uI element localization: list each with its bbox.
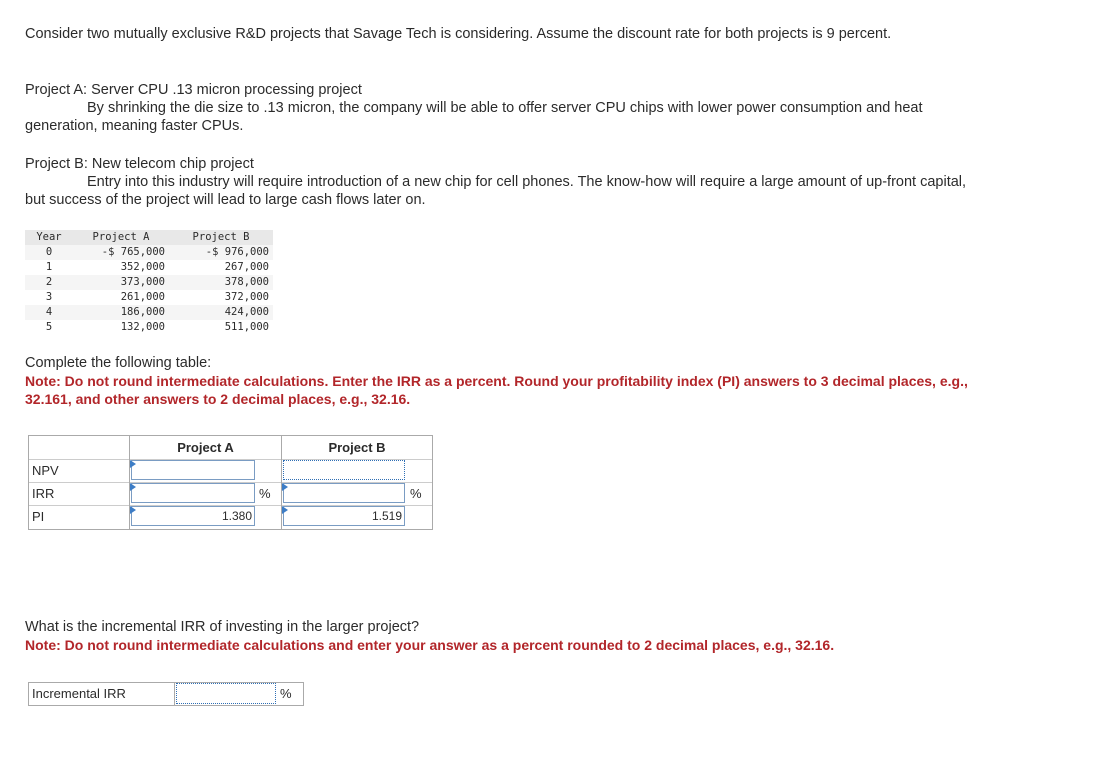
irr-project-a-input[interactable] bbox=[131, 483, 255, 503]
year-cell: 4 bbox=[25, 305, 73, 320]
project-b-cell: 267,000 bbox=[224, 261, 269, 273]
input-marker-icon bbox=[130, 483, 136, 491]
irr-a-percent-sign: % bbox=[259, 486, 271, 501]
incremental-irr-input[interactable] bbox=[176, 683, 276, 704]
incremental-percent-sign: % bbox=[280, 686, 292, 701]
col-header-project-b: Project B bbox=[282, 436, 432, 459]
row-label-irr: IRR bbox=[32, 486, 55, 501]
cash-flow-header-row bbox=[25, 230, 273, 245]
incremental-irr-box bbox=[28, 682, 304, 706]
project-b-cell: 378,000 bbox=[169, 275, 273, 290]
table-row bbox=[25, 305, 273, 320]
year-cell: 3 bbox=[45, 291, 53, 303]
project-b-cell: -$ 976,000 bbox=[169, 245, 273, 260]
project-a-cell: -$ 765,000 bbox=[73, 245, 169, 260]
project-b-title: Project B: New telecom chip project bbox=[25, 156, 254, 172]
pi-project-a-input[interactable]: 1.380 bbox=[131, 506, 255, 526]
input-marker-icon bbox=[282, 483, 288, 491]
answer-table bbox=[28, 435, 433, 530]
instruction-text: Complete the following table: bbox=[25, 355, 212, 371]
col-header-year: Year bbox=[25, 230, 73, 245]
project-a-cell: 261,000 bbox=[120, 291, 165, 303]
project-a-cell: 373,000 bbox=[73, 275, 169, 290]
col-header-project-a: Project A bbox=[130, 436, 281, 459]
table-row bbox=[25, 290, 273, 305]
project-a-description: By shrinking the die size to .13 micron, the company will be able to offer server CPU chips with lower power consumption and heat generation, meaning faster CPUs. bbox=[25, 100, 923, 134]
input-marker-icon bbox=[282, 506, 288, 514]
intro-text: Consider two mutually exclusive R&D projects that Savage Tech is considering. Assume the discount rate for both projects is 9 percent. bbox=[25, 26, 892, 42]
input-marker-icon bbox=[130, 506, 136, 514]
rounding-note: Note: Do not round intermediate calculations. Enter the IRR as a percent. Round your profitability index (PI) answers to 3 decimal places, e.g., 32.161, and other answers to 2 decimal places, e.g., 32.16. bbox=[25, 373, 968, 407]
year-cell: 2 bbox=[25, 275, 73, 290]
table-row bbox=[25, 320, 273, 335]
irr-project-b-input[interactable] bbox=[283, 483, 405, 503]
project-a-cell: 352,000 bbox=[120, 261, 165, 273]
project-b-cell: 511,000 bbox=[224, 321, 269, 333]
year-cell: 5 bbox=[45, 321, 53, 333]
project-b-description: Entry into this industry will require introduction of a new chip for cell phones. The know-how will require a large amount of up-front capital, but success of the project will lead to large cash flows later on. bbox=[25, 174, 967, 208]
table-row bbox=[25, 260, 273, 275]
npv-project-a-input[interactable] bbox=[131, 460, 255, 480]
project-b-cell: 424,000 bbox=[169, 305, 273, 320]
col-header-project-b: Project B bbox=[169, 230, 273, 245]
project-a-cell: 132,000 bbox=[120, 321, 165, 333]
input-marker-icon bbox=[130, 460, 136, 468]
col-header-project-a: Project A bbox=[73, 230, 169, 245]
pi-project-b-input[interactable]: 1.519 bbox=[283, 506, 405, 526]
year-cell: 1 bbox=[45, 261, 53, 273]
incremental-irr-label: Incremental IRR bbox=[32, 686, 126, 701]
year-cell: 0 bbox=[25, 245, 73, 260]
incremental-question: What is the incremental IRR of investing in the larger project? bbox=[25, 619, 420, 635]
project-b-cell: 372,000 bbox=[224, 291, 269, 303]
row-label-pi: PI bbox=[32, 509, 45, 524]
cash-flow-table bbox=[25, 230, 273, 335]
row-label-npv: NPV bbox=[32, 463, 59, 478]
irr-b-percent-sign: % bbox=[410, 486, 422, 501]
project-a-title: Project A: Server CPU .13 micron processing project bbox=[25, 82, 362, 98]
table-row bbox=[25, 275, 273, 290]
project-a-cell: 186,000 bbox=[73, 305, 169, 320]
npv-project-b-input[interactable] bbox=[283, 460, 405, 480]
column-divider bbox=[174, 683, 175, 705]
table-row bbox=[25, 245, 273, 260]
incremental-note: Note: Do not round intermediate calculations and enter your answer as a percent rounded to 2 decimal places, e.g., 32.16. bbox=[25, 637, 835, 653]
